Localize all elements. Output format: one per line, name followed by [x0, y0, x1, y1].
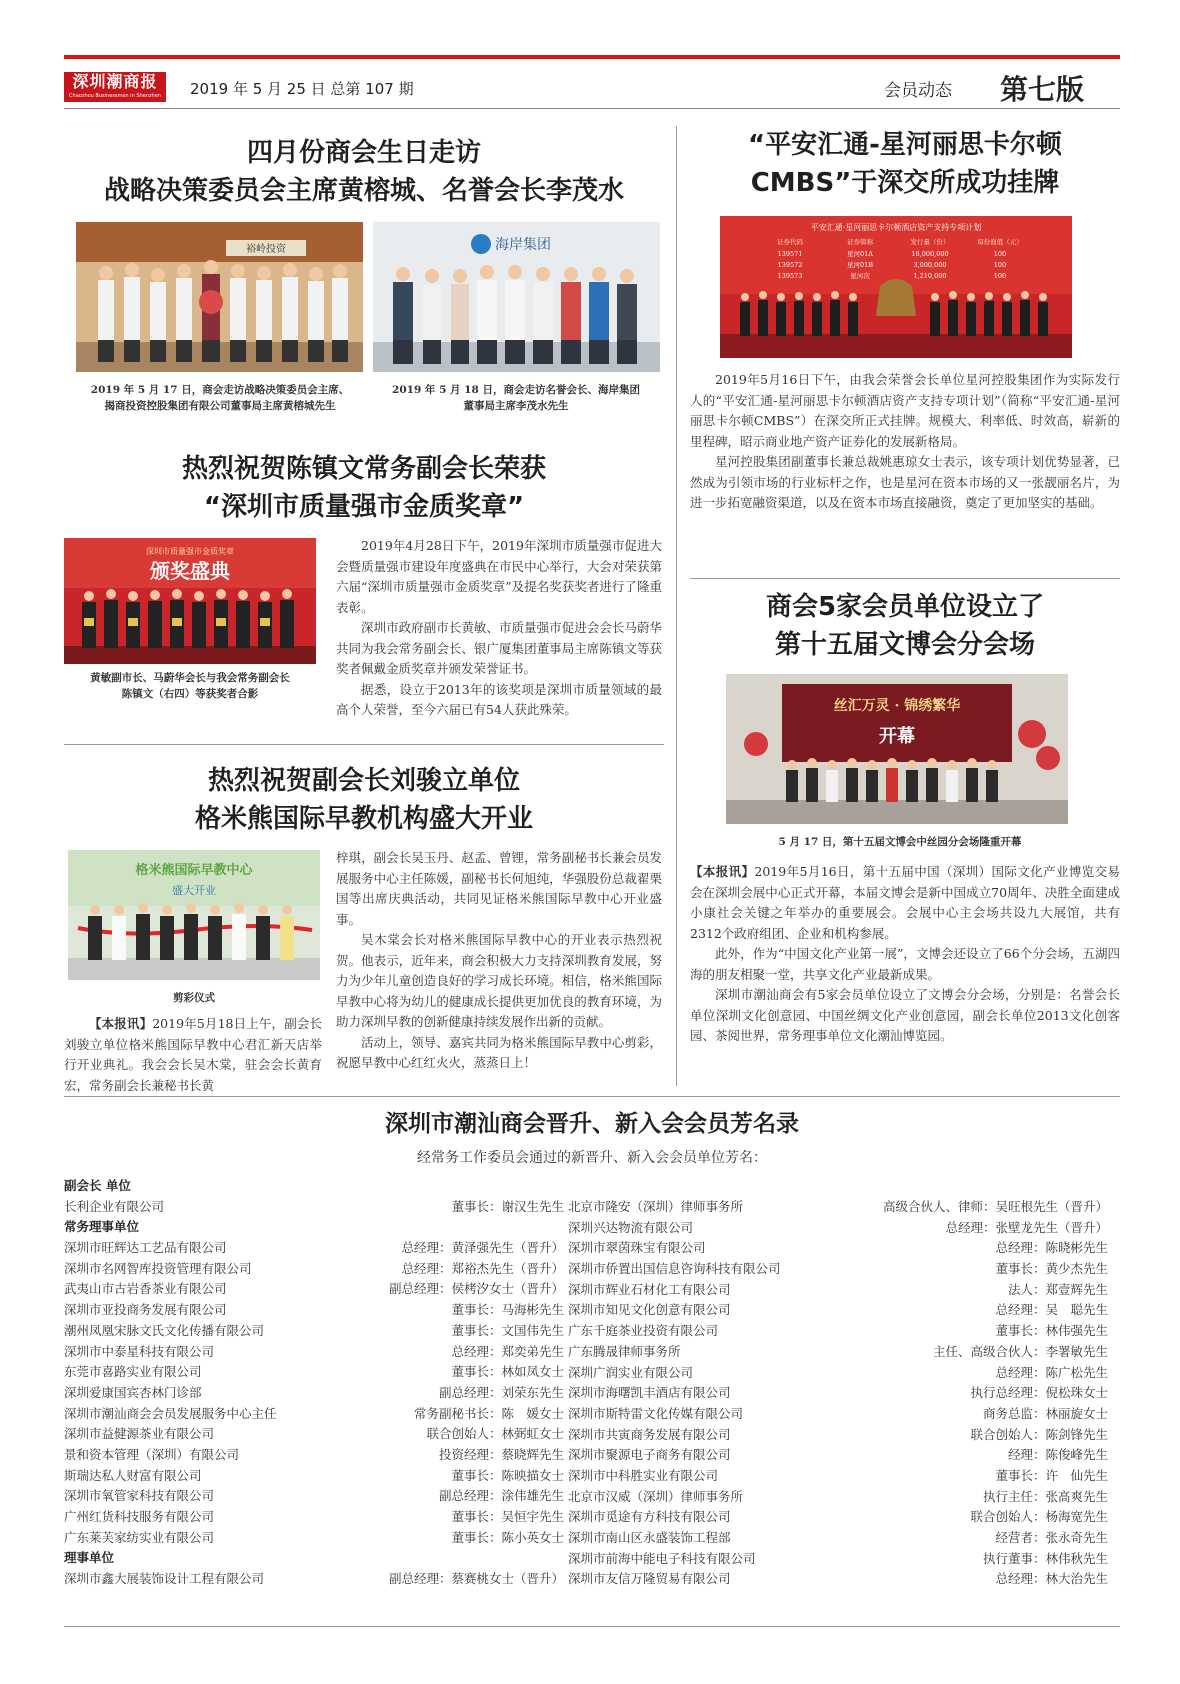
article3-headline — [64, 762, 664, 838]
position-name: 高级合伙人、律师：吴旺根先生（晋升） — [882, 1199, 1108, 1214]
position-name: 副总经理：蔡赛桃女士（晋升） — [388, 1571, 564, 1587]
company-name: 深圳兴达物流有限公司 — [568, 1219, 694, 1235]
article1-headline — [64, 134, 664, 210]
position-name: 董事长：文国伟先生 — [451, 1322, 564, 1338]
member-row — [568, 1445, 1108, 1466]
screen-cell: 100 — [993, 272, 1007, 280]
headline-line: 四月份商会生日走访 — [246, 138, 481, 168]
paragraph: 此外，作为“中国文化产业第一展”，文博会还设立了66个分会场，五湖四海的朋友相聚一堂，共享文化产业最新成果。 — [690, 946, 1120, 982]
photo-sign-text: 裕岭投资 — [246, 244, 286, 255]
company-name: 深圳市旺辉达工艺品有限公司 — [64, 1240, 227, 1256]
position-name: 联合创始人：杨海宽先生 — [970, 1509, 1108, 1525]
lead-text: 2019年5月18日上午，副会长刘骏立单位格米熊国际早教中心君汇新天店举行开业典礼。我会会长吴木棠，驻会会长黄育宏，常务副会长兼秘书长黄 — [64, 1016, 322, 1093]
member-row — [64, 1507, 564, 1528]
member-row — [568, 1404, 1108, 1425]
headline-line: 格米熊国际早教机构盛大开业 — [194, 804, 533, 834]
article3-photo-caption: 剪彩仪式 — [173, 992, 215, 1004]
caption-line: 黄敏副市长、马蔚华会长与我会常务副会长 — [90, 672, 290, 684]
article2-headline — [64, 450, 664, 526]
company-name: 深圳市益健源茶业有限公司 — [64, 1426, 215, 1442]
screen-cell: 3,000,000 — [913, 261, 947, 269]
position-name: 董事长：吴恒宇先生 — [451, 1509, 564, 1524]
article3-body — [336, 848, 662, 1074]
member-category — [64, 1548, 564, 1569]
issue-date: 2019 年 5 月 25 日 总第 107 期 — [190, 80, 414, 98]
member-category — [64, 1176, 564, 1197]
member-row — [568, 1383, 1108, 1404]
article3-photo — [68, 850, 320, 980]
member-row — [64, 1300, 564, 1321]
member-row — [64, 1362, 564, 1383]
position-name: 商务总监：林丽旋女士 — [982, 1405, 1108, 1421]
report-tag: 【本报讯】 — [89, 1016, 153, 1031]
screen-title: 平安汇通·星河丽思卡尔顿酒店资产支持专项计划 — [810, 223, 982, 232]
member-row — [64, 1404, 564, 1425]
member-row — [64, 1279, 564, 1300]
member-row — [64, 1569, 564, 1590]
column-divider — [676, 126, 677, 1086]
company-name: 深圳市共寅商务发展有限公司 — [568, 1426, 731, 1442]
page-number: 第七版 — [1000, 73, 1085, 106]
position-name: 联合创始人：林弼虹女士 — [426, 1426, 564, 1442]
article1-photo-1-caption — [70, 382, 370, 414]
member-row — [64, 1259, 564, 1280]
member-row — [568, 1197, 1108, 1218]
position-name: 副总经理：涂伟雄先生 — [438, 1488, 564, 1504]
company-name: 深圳市前海中能电子科技有限公司 — [568, 1550, 756, 1566]
member-row — [64, 1197, 564, 1218]
headline-line: 第十五届文博会分会场 — [774, 630, 1035, 660]
position-name: 副总经理：侯栲汐女士（晋升） — [388, 1281, 564, 1297]
screen-cell: 星河次 — [850, 272, 870, 280]
position-name: 董事长：陈小英女士 — [451, 1529, 564, 1545]
position-name: 法人：郑壹辉先生 — [1007, 1281, 1108, 1297]
screen-cell: 100 — [993, 261, 1007, 269]
company-name: 北京市汉威（深圳）律师事务所 — [568, 1488, 744, 1504]
photo-sign-text: 丝汇万灵 · 锦绣繁华 — [833, 698, 961, 714]
position-name: 经营者：张永奇先生 — [995, 1530, 1108, 1545]
member-row — [64, 1445, 564, 1466]
position-name: 董事长：黄少杰先生 — [995, 1261, 1108, 1277]
member-row — [64, 1466, 564, 1487]
company-name: 深圳广润实业有限公司 — [568, 1364, 694, 1380]
screen-cell: 星河01B — [846, 261, 874, 269]
company-name: 深圳市觅途有方科技有限公司 — [568, 1509, 731, 1525]
member-row — [64, 1486, 564, 1507]
company-name: 广州红货科技服务有限公司 — [64, 1509, 215, 1524]
position-name: 总经理：张壁龙先生（晋升） — [945, 1219, 1108, 1235]
headline-line: “深圳市质量强市金质奖章” — [203, 492, 525, 522]
members-list-right — [568, 1197, 1108, 1590]
company-name: 潮州凤凰宋脉文氏文化传播有限公司 — [64, 1322, 265, 1338]
screen-cell: 139573 — [777, 272, 803, 280]
screen-header: 每份面值（元） — [977, 238, 1023, 246]
member-row — [568, 1321, 1108, 1342]
company-name: 广东千庭茶业投资有限公司 — [568, 1323, 719, 1339]
article5-body — [690, 862, 1120, 1047]
photo-sign-text: 海岸集团 — [495, 237, 551, 253]
screen-cell: 139572 — [777, 261, 803, 269]
header-top-rule — [64, 55, 1120, 59]
position-name: 总经理：林大治先生 — [995, 1571, 1108, 1587]
paragraph: 深圳市政府副市长黄敏、市质量强市促进会会长马蔚华共同为我会常务副会长、银广厦集团董事局主席陈镇文等获奖者佩戴金质奖章并颁发荣誉证书。 — [336, 620, 662, 676]
position-name: 投资经理：蔡晓辉先生 — [438, 1446, 564, 1462]
position-name: 执行主任：张高爽先生 — [982, 1488, 1108, 1504]
member-category — [64, 1217, 564, 1238]
paragraph: 据悉，设立于2013年的该奖项是深圳市质量领域的最高个人荣誉，至今六届已有54人获此殊荣。 — [336, 681, 662, 717]
company-name: 深圳市亚投商务发展有限公司 — [64, 1302, 227, 1318]
screen-header: 证券简称 — [847, 238, 873, 246]
section-divider — [64, 744, 664, 745]
position-name: 经理：陈俊峰先生 — [1007, 1447, 1108, 1463]
paragraph: 梓琪，副会长吴玉丹、赵孟、曾锂，常务副秘书长兼会员发展服务中心主任陈媛，副秘书长何旭纯，华强股份总裁翟栗国等出席庆典活动，共同见证格米熊国际早教中心开业盛事。 — [336, 850, 662, 927]
screen-cell: 139571 — [777, 250, 803, 258]
section-divider — [64, 1096, 1120, 1097]
member-row — [568, 1259, 1108, 1280]
position-name: 总经理：吴 聪先生 — [995, 1302, 1108, 1318]
member-row — [64, 1383, 564, 1404]
member-row — [64, 1238, 564, 1259]
member-row — [568, 1549, 1108, 1570]
caption-line: 2019 年 5 月 18 日，商会走访名誉会长、海岸集团 — [392, 384, 640, 396]
company-name: 深圳市聚源电子商务有限公司 — [568, 1447, 731, 1463]
article5-headline — [690, 588, 1120, 664]
member-row — [568, 1487, 1108, 1508]
header-bottom-rule — [64, 108, 1120, 109]
member-row — [568, 1342, 1108, 1363]
category-label: 理事单位 — [64, 1550, 115, 1566]
position-name: 总经理：黄泽强先生（晋升） — [401, 1240, 564, 1256]
position-name: 主任、高级合伙人：李署敏先生 — [932, 1343, 1108, 1359]
article1-photo-2 — [373, 222, 660, 372]
section-name: 会员动态 — [884, 81, 952, 101]
position-name: 董事长：林伟强先生 — [995, 1323, 1108, 1339]
photo-sign-subtext: 开幕 — [879, 726, 915, 747]
member-row — [568, 1528, 1108, 1549]
company-name: 深圳市名网智库投资管理有限公司 — [64, 1260, 252, 1276]
article2-body — [336, 536, 662, 721]
company-name: 深圳市中泰星科技有限公司 — [64, 1343, 215, 1359]
caption-line: 2019 年 5 月 17 日，商会走访战略决策委员会主席、 — [90, 384, 350, 396]
members-list-left — [64, 1176, 564, 1590]
member-row — [64, 1528, 564, 1549]
member-row — [64, 1342, 564, 1363]
position-name: 董事长：陈映描女士 — [451, 1467, 564, 1483]
headline-line: 热烈祝贺陈镇文常务副会长荣获 — [181, 454, 546, 484]
masthead-logo — [64, 72, 166, 102]
section-divider — [690, 578, 1120, 579]
article2-photo — [64, 538, 316, 664]
screen-cell: 18,000,000 — [911, 250, 949, 258]
position-name: 执行总经理：倪松珠女士 — [970, 1385, 1108, 1401]
headline-line: 热烈祝贺副会长刘骏立单位 — [207, 766, 520, 796]
paragraph: 深圳市潮汕商会有5家会员单位设立了文博会分会场，分别是：名誉会长单位深圳文化创意园、中国丝绸文化产业创意园，副会长单位2013文化创客园、茶阅世界，常务理事单位文化潮汕博览园。 — [690, 987, 1120, 1043]
company-name: 深圳市斯特雷文化传媒有限公司 — [568, 1405, 744, 1421]
company-name: 广东腾晟律师事务所 — [568, 1343, 681, 1359]
company-name: 深圳市潮汕商会会员发展服务中心主任 — [64, 1405, 277, 1421]
article4-headline — [690, 126, 1120, 202]
position-name: 常务副秘书长：陈 媛女士 — [413, 1405, 564, 1421]
position-name: 总经理：陈晓彬先生 — [995, 1240, 1108, 1256]
member-row — [568, 1425, 1108, 1446]
member-row — [64, 1321, 564, 1342]
position-name: 联合创始人：陈剑锋先生 — [970, 1426, 1108, 1442]
position-name: 董事长：谢汉生先生 — [451, 1198, 564, 1214]
screen-cell: 1,210,000 — [913, 272, 947, 280]
article1-photo-1 — [76, 222, 363, 372]
member-row — [568, 1218, 1108, 1239]
screen-header: 证券代码 — [777, 238, 803, 246]
member-row — [568, 1238, 1108, 1259]
company-name: 东莞市喜路实业有限公司 — [64, 1364, 202, 1380]
category-label: 副会长 单位 — [64, 1178, 131, 1193]
position-name: 总经理：郑奕弟先生 — [451, 1343, 564, 1359]
masthead-subtitle: Chaozhou Businessmen in Shenzhen — [69, 93, 161, 99]
member-row — [568, 1300, 1108, 1321]
headline-line: 战略决策委员会主席黄榕城、名誉会长李茂水 — [103, 176, 624, 206]
company-name: 长利企业有限公司 — [64, 1198, 165, 1214]
article4-body — [690, 370, 1120, 514]
position-name: 总经理：陈广松先生 — [995, 1364, 1108, 1380]
position-name: 总经理：郑裕杰先生（晋升） — [401, 1260, 564, 1276]
member-row — [568, 1507, 1108, 1528]
paragraph: 吴木棠会长对格米熊国际早教中心的开业表示热烈祝贺。他表示，近年来，商会积极大力支持深圳教育发展，努力为少年儿童创造良好的学习成长环境。相信，格米熊国际早教中心将为幼儿的健康成长提供更加优良的教育环境，为助力深圳早教的创新健康持续发展作出新的贡献。 — [336, 932, 662, 1029]
report-tag: 【本报讯】 — [690, 864, 755, 879]
screen-cell: 100 — [993, 250, 1007, 258]
member-row — [568, 1466, 1108, 1487]
article3-lead — [64, 1014, 322, 1096]
company-name: 广东莱芙家纺实业有限公司 — [64, 1529, 215, 1545]
paragraph: 星河控股集团副董事长兼总裁姚惠琼女士表示，该专项计划优势显著，已然成为引领市场的行业标杆之作，也是星河在资本市场的又一张靓丽名片，为进一步拓宽融资渠道，以及在资本市场直接融资，奠定了更加坚实的基础。 — [690, 454, 1120, 510]
position-name: 董事长：林如凤女士 — [451, 1364, 564, 1380]
members-title: 深圳市潮汕商会晋升、新入会会员芳名录 — [385, 1111, 799, 1137]
photo-sign-text: 格米熊国际早教中心 — [135, 863, 253, 878]
company-name: 斯瑞达私人财富有限公司 — [64, 1467, 202, 1483]
footer-rule — [64, 1626, 1120, 1627]
article1-photo-2-caption — [370, 382, 662, 414]
company-name: 北京市隆安（深圳）律师事务所 — [568, 1199, 744, 1214]
position-name: 董事长：许 仙先生 — [995, 1467, 1108, 1483]
position-name: 董事长：马海彬先生 — [451, 1302, 564, 1318]
company-name: 深圳市中科胜实业有限公司 — [568, 1467, 719, 1483]
article5-photo — [726, 674, 1068, 824]
company-name: 深圳市知见文化创意有限公司 — [568, 1302, 731, 1318]
company-name: 深圳爱康国宾杏林门诊部 — [64, 1384, 202, 1400]
screen-cell: 星河01A — [847, 250, 873, 258]
masthead-title: 深圳潮商报 — [72, 72, 158, 91]
article2-photo-caption — [64, 670, 316, 702]
company-name: 深圳市辉业石材化工有限公司 — [568, 1281, 731, 1297]
company-name: 深圳市友信万隆贸易有限公司 — [568, 1571, 731, 1587]
paragraph: 2019年4月28日下午，2019年深圳市质量强市促进大会暨质量强市建设年度盛典在市民中心举行，大会对荣获第六届“深圳市质量强市金质奖章”及提名奖获奖者进行了隆重表彰。 — [336, 538, 662, 615]
position-name: 执行董事：林伟秋先生 — [982, 1550, 1108, 1566]
article5-photo-caption: 5 月 17 日，第十五届文博会中丝园分会场隆重开幕 — [778, 836, 1022, 848]
caption-line: 陈镇文（右四）等获奖者合影 — [121, 688, 259, 700]
company-name: 深圳市鑫大展装饰设计工程有限公司 — [64, 1571, 265, 1587]
photo-banner-title: 颁奖盛典 — [150, 559, 230, 583]
member-row — [64, 1424, 564, 1445]
screen-header: 发行量（份） — [910, 238, 950, 246]
paragraph: 2019年5月16日下午，由我会荣誉会长单位星河控股集团作为实际发行人的“平安汇通-星河丽思卡尔顿酒店资产支持专项计划”（简称“平安汇通-星河丽思卡尔顿CMBS”）在深交所正式挂牌。规模大、利率低、时效高，崭新的里程碑，昭示商业地产资产证券化的发展新格局。 — [690, 372, 1120, 449]
company-name: 深圳市海曙凯丰酒店有限公司 — [568, 1385, 731, 1401]
headline-line: “平安汇通-星河丽思卡尔顿 — [748, 130, 1062, 160]
company-name: 深圳市侨置出国信息咨询科技有限公司 — [568, 1261, 781, 1277]
members-subtitle: 经常务工作委员会通过的新晋升、新入会会员单位芳名： — [417, 1150, 767, 1166]
company-name: 深圳市氧管家科技有限公司 — [64, 1488, 215, 1504]
member-row — [568, 1569, 1108, 1590]
headline-line: 商会5家会员单位设立了 — [765, 592, 1045, 622]
category-label: 常务理事单位 — [64, 1219, 140, 1235]
caption-line: 揭商投资控股集团有限公司董事局主席黄榕城先生 — [104, 400, 336, 412]
company-name: 深圳市南山区永盛装饰工程部 — [568, 1530, 731, 1545]
company-name: 武夷山市古岩香茶业有限公司 — [64, 1281, 227, 1297]
company-name: 景和资本管理（深圳）有限公司 — [64, 1446, 240, 1462]
member-row — [568, 1280, 1108, 1301]
member-row — [568, 1363, 1108, 1384]
caption-line: 董事局主席李茂水先生 — [463, 400, 569, 412]
company-name: 深圳市翠茵珠宝有限公司 — [568, 1240, 706, 1256]
headline-line: CMBS”于深交所成功挂牌 — [750, 168, 1060, 198]
photo-sign-subtext: 盛大开业 — [172, 884, 216, 897]
paragraph: 活动上，领导、嘉宾共同为格米熊国际早教中心剪彩，祝愿早教中心红红火火，蒸蒸日上！ — [336, 1034, 662, 1070]
lead-text: 2019年5月16日，第十五届中国（深圳）国际文化产业博览交易会在深圳会展中心正式开幕，本届文博会是新中国成立70周年、决胜全面建成小康社会关键之年举办的重要展会。会展中心主会场共设九大展馆，共有2312个政府组团、企业和机构参展。 — [690, 864, 1120, 941]
position-name: 副总经理：刘荣东先生 — [438, 1384, 564, 1400]
article4-photo — [720, 216, 1072, 358]
photo-banner-text: 深圳市质量强市金质奖章 — [146, 547, 234, 556]
